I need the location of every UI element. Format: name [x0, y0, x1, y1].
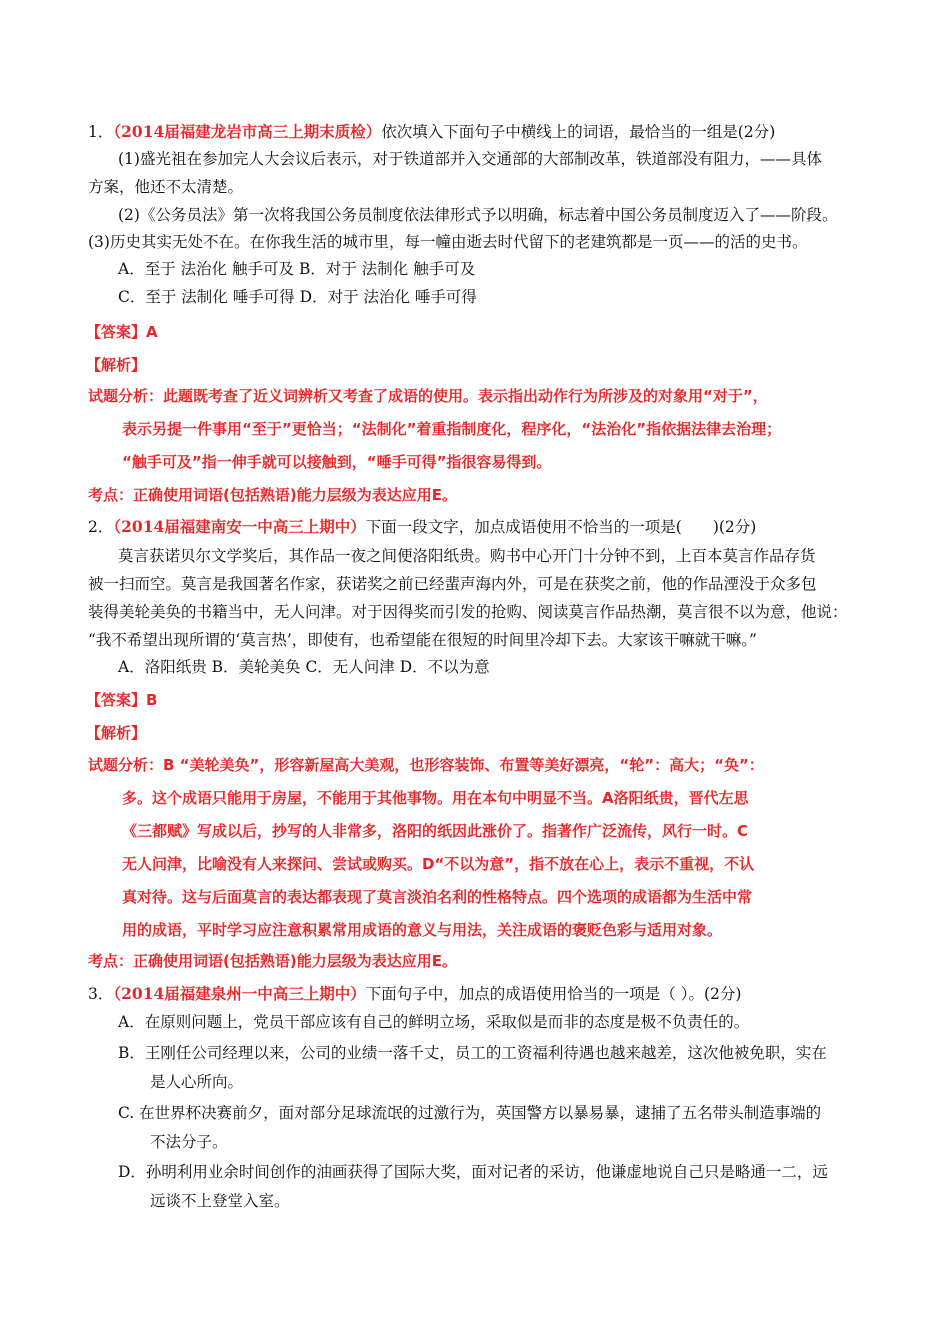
q2-options: A．洛阳纸贵 B．美轮美奂 C．无人问津 D．不以为意 — [118, 658, 490, 676]
q1-sentence-1a: (1)盛光祖在参加完人大会议后表示，对于铁道部并入交通部的大部制改革，铁道部没有阻力，——具体 — [118, 150, 822, 168]
question-3-number: 3． — [88, 985, 114, 1003]
question-2-number: 2． — [88, 518, 114, 536]
q1-analysis-3: “触手可及”指一伸手就可以接触到，“唾手可得”指很容易得到。 — [122, 453, 552, 471]
q3-option-d-line-2: 远谈不上登堂入室。 — [150, 1192, 290, 1210]
q1-options-ab: A．至于 法治化 触手可及 B．对于 法制化 触手可及 — [118, 260, 476, 278]
question-1-stem — [88, 121, 775, 143]
q2-analysis-label: 【解析】 — [86, 724, 147, 742]
q2-answer: 【答案】B — [86, 691, 158, 709]
q2-analysis-4: 无人问津，比喻没有人来探问、尝试或购买。D“不以为意”，指不放在心上，表示不重视，不认 — [122, 855, 755, 873]
q1-analysis-2: 表示另提一件事用“至于”更恰当；“法制化”着重指制度化，程序化，“法治化”指依据法律去治理； — [122, 420, 782, 438]
q3-option-c-line-1: C. 在世界杯决赛前夕，面对部分足球流氓的过激行为，英国警方以暴易暴，逮捕了五名带头制造事端的 — [118, 1104, 822, 1122]
question-1-number: 1． — [88, 123, 114, 141]
q1-sentence-3: (3)历史其实无处不在。在你我生活的城市里，每一幢由逝去时代留下的老建筑都是一页——的活的史书。 — [88, 233, 808, 251]
q2-analysis-5: 真对待。这与后面莫言的表达都表现了莫言淡泊名利的性格特点。四个选项的成语都为生活中常 — [122, 888, 753, 906]
question-2-stem — [88, 516, 756, 538]
q3-option-a: A．在原则问题上，党员干部应该有自己的鲜明立场，采取似是而非的态度是极不负责任的。 — [118, 1013, 750, 1031]
question-3-stem — [88, 983, 741, 1005]
q1-options-cd: C．至于 法制化 唾手可得 D．对于 法治化 唾手可得 — [118, 288, 477, 306]
q2-passage-1: 莫言获诺贝尔文学奖后，其作品一夜之间便洛阳纸贵。购书中心开门十分钟不到，上百本莫言作品存货 — [118, 547, 816, 565]
q2-analysis-1: 试题分析：B “美轮美奂”，形容新屋高大美观，也形容装饰、布置等美好漂亮，“轮”：高大；“奂”： — [88, 756, 764, 774]
question-2-prompt: 下面一段文字，加点成语使用不恰当的一项是( )(2分) — [365, 518, 757, 536]
q1-analysis-1: 试题分析：此题既考查了近义词辨析又考查了成语的使用。表示指出动作行为所涉及的对象用“对于”， — [88, 387, 768, 405]
q2-analysis-3: 《三都赋》写成以后，抄写的人非常多，洛阳的纸因此涨价了。指著作广泛流传，风行一时。C — [122, 822, 749, 840]
question-1-source: （2014届福建龙岩市高三上期末质检） — [113, 122, 382, 141]
q2-analysis-2: 多。这个成语只能用于房屋，不能用于其他事物。用在本句中明显不当。A洛阳纸贵，晋代左思 — [122, 789, 749, 807]
q3-option-c-line-2: 不法分子。 — [150, 1133, 228, 1151]
q3-option-d-line-1: D．孙明利用业余时间创作的油画获得了国际大奖，面对记者的采访，他谦虚地说自己只是略通一二，远 — [118, 1163, 828, 1181]
q2-analysis-6: 用的成语，平时学习应注意积累常用成语的意义与用法，关注成语的褒贬色彩与适用对象。 — [122, 921, 723, 939]
q3-option-b-line-1: B．王刚任公司经理以来，公司的业绩一落千丈，员工的工资福利待遇也越来越差，这次他被免职，实在 — [118, 1044, 827, 1062]
q1-sentence-2: (2)《公务员法》第一次将我国公务员制度依法律形式予以明确，标志着中国公务员制度迈入了——阶段。 — [118, 206, 838, 224]
question-2-source: （2014届福建南安一中高三上期中） — [113, 517, 366, 536]
q2-passage-2: 被一扫而空。莫言是我国著名作家，获诺奖之前已经蜚声海内外，可是在获奖之前，他的作品湮没于众多包 — [88, 575, 817, 593]
question-1-prompt: 依次填入下面句子中横线上的词语，最恰当的一组是(2分) — [381, 123, 776, 141]
q1-exam-point: 考点：正确使用词语(包括熟语)能力层级为表达应用E。 — [88, 486, 457, 504]
q2-passage-4: “我不希望出现所谓的‘莫言热’，即使有，也希望能在很短的时间里冷却下去。大家该干嘛就干嘛。” — [88, 631, 757, 649]
q1-sentence-1b: 方案，他还不太清楚。 — [88, 178, 244, 196]
question-3-prompt: 下面句子中，加点的成语使用恰当的一项是（ ）。(2分) — [365, 985, 742, 1003]
q1-answer: 【答案】A — [86, 323, 158, 341]
question-3-source: （2014届福建泉州一中高三上期中） — [113, 984, 366, 1003]
q2-passage-3: 装得美轮美奂的书籍当中，无人问津。对于因得奖而引发的抢购、阅读莫言作品热潮，莫言很不以为意，他说： — [88, 603, 848, 621]
q2-exam-point: 考点：正确使用词语(包括熟语)能力层级为表达应用E。 — [88, 952, 457, 970]
q1-analysis-label: 【解析】 — [86, 356, 147, 374]
q3-option-b-line-2: 是人心所向。 — [150, 1073, 244, 1091]
